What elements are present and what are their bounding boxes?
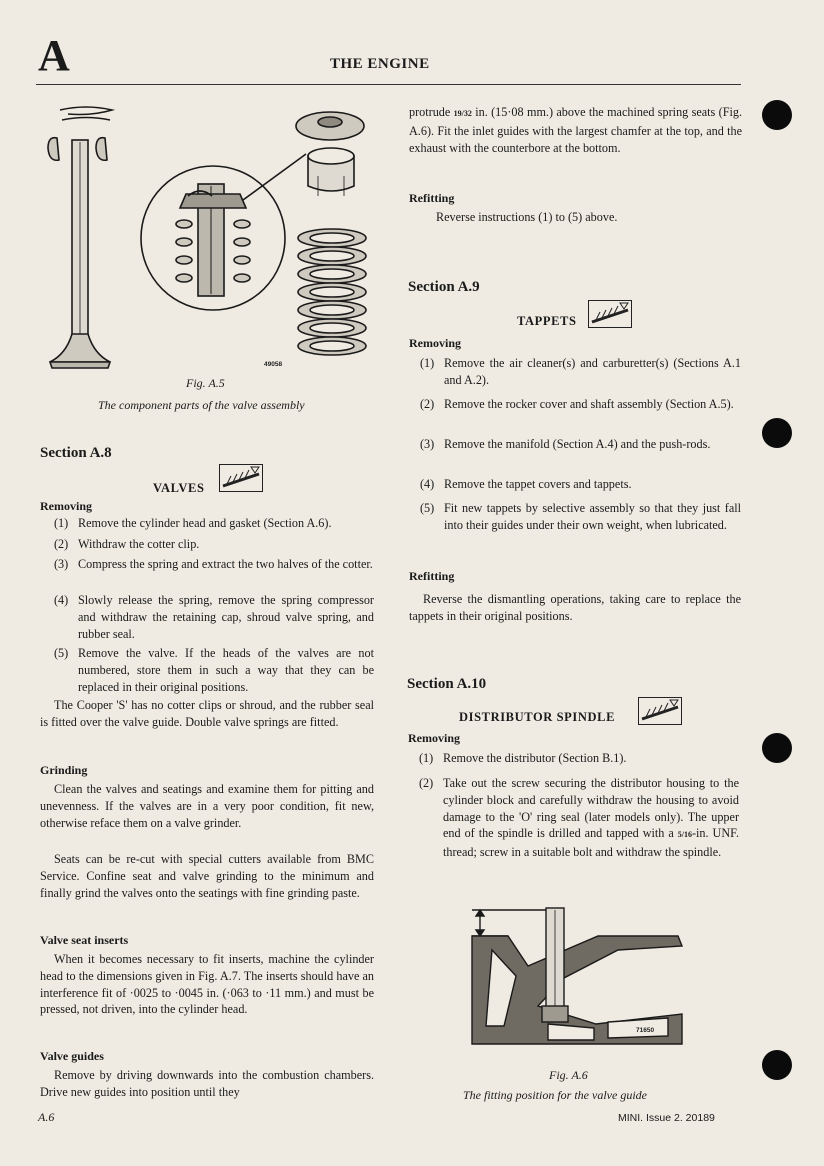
- section-a9-step: (3) Remove the manifold (Section A.4) and the push-rods.: [420, 437, 711, 451]
- fig-a5-number: Fig. A.5: [186, 376, 225, 390]
- grinding-label: Grinding: [40, 763, 88, 777]
- page-number: A.6: [38, 1110, 55, 1124]
- binder-hole: [762, 100, 792, 130]
- valve-guides-continued: protrude 19/32 in. (15·08 mm.) above the machined spring seats (Fig. A.6). Fit the inlet guides with the largest chamfer at the top, and the exhaust with the counterbore at the bottom.: [409, 105, 743, 155]
- section-a8-cooper-note: The Cooper 'S' has no cotter clips or shroud, and the rubber seal is fitted over the valve guide. Double valve springs are fitted.: [40, 698, 374, 729]
- service-tool-icon: [219, 464, 263, 492]
- section-a9-title: TAPPETS: [517, 314, 577, 328]
- section-a8-step: (4) Slowly release the spring, remove the spring compressor and withdraw the retaining cap, shroud valve spring, and rubber seal.: [54, 593, 374, 641]
- service-tool-icon: [588, 300, 632, 328]
- section-a9-step: (5) Fit new tappets by selective assembly so that they just fall into their guides under their own weight, when lubricated.: [420, 501, 741, 532]
- section-a8-step: (5) Remove the valve. If the heads of the valves are not numbered, store them in such a way that they can be replaced in their original positions.: [54, 646, 374, 694]
- fig-a6-caption: The fitting position for the valve guide: [463, 1088, 647, 1102]
- section-a8-step: (1) Remove the cylinder head and gasket (Section A.6).: [54, 516, 332, 530]
- section-a8-step: (2) Withdraw the cotter clip.: [54, 537, 200, 551]
- service-tool-icon: [638, 697, 682, 725]
- publication-info: MINI. Issue 2. 20189: [618, 1112, 715, 1124]
- section-a10-step: (1) Remove the distributor (Section B.1).: [419, 751, 627, 765]
- grinding-paragraph: Seats can be re-cut with special cutters available from BMC Service. Confine seat and valve grinding to the minimum and finally grind the valves onto the seatings with fine grinding paste.: [40, 852, 374, 900]
- refitting-text: Reverse instructions (1) to (5) above.: [436, 210, 618, 224]
- section-a9-removing-label: Removing: [409, 336, 461, 350]
- page-title: THE ENGINE: [330, 56, 430, 72]
- section-a9-step: (1) Remove the air cleaner(s) and carburetter(s) (Sections A.1 and A.2).: [420, 356, 741, 387]
- section-letter: A: [38, 31, 70, 80]
- section-a8-heading: Section A.8: [40, 445, 112, 461]
- grinding-paragraph: Clean the valves and seatings and examine them for pitting and unevenness. If the valves are in a very poor condition, fit new, otherwise reface them on a valve grinder.: [40, 782, 374, 830]
- figure-ref: 71650: [636, 1027, 655, 1034]
- section-a9-heading: Section A.9: [408, 279, 480, 295]
- section-a9-refitting-text: Reverse the dismantling operations, taking care to replace the tappets in their original positions.: [409, 592, 741, 623]
- section-a9-step: (2) Remove the rocker cover and shaft assembly (Section A.5).: [420, 397, 734, 411]
- refitting-label: Refitting: [409, 191, 455, 205]
- figure-ref: 49058: [264, 361, 283, 368]
- fig-a5-caption: The component parts of the valve assembly: [98, 398, 305, 412]
- section-a8-removing-label: Removing: [40, 499, 92, 513]
- valve-guides-label: Valve guides: [40, 1049, 104, 1063]
- section-a8-step: (3) Compress the spring and extract the two halves of the cotter.: [54, 557, 373, 571]
- binder-hole: [762, 418, 792, 448]
- binder-hole: [762, 733, 792, 763]
- valve-assembly-illustration: [38, 96, 378, 374]
- valve-seat-inserts-label: Valve seat inserts: [40, 933, 129, 947]
- valve-seat-inserts-paragraph: When it becomes necessary to fit inserts, machine the cylinder head to the dimensions given in Fig. A.7. The inserts should have an interference fit of ·0025 to ·0045 in. (·063 to ·11 mm.) and must be pressed, not driven, into the cylinder head.: [40, 952, 374, 1017]
- header-rule: [36, 84, 741, 85]
- valve-guide-fitting-illustration: [468, 906, 688, 1058]
- section-a10-heading: Section A.10: [407, 676, 487, 692]
- section-a10-title: DISTRIBUTOR SPINDLE: [459, 710, 616, 724]
- section-a9-step: (4) Remove the tappet covers and tappets.: [420, 477, 632, 491]
- binder-hole: [762, 1050, 792, 1080]
- section-a8-title: VALVES: [153, 481, 205, 495]
- section-a9-refitting-label: Refitting: [409, 569, 455, 583]
- section-a10-step: (2) Take out the screw securing the distributor housing to the cylinder block and carefully withdraw the housing to avoid damage to the 'O' ring seal (later models only). The upper end of the spindle is drilled and tapped with a 5/16-in. UNF. thread; screw in a suitable bolt and withdraw the spindle.: [419, 776, 739, 860]
- section-a10-removing-label: Removing: [408, 731, 460, 745]
- fig-a6-number: Fig. A.6: [549, 1068, 588, 1082]
- valve-guides-paragraph: Remove by driving downwards into the combustion chambers. Drive new guides into position until they: [40, 1068, 374, 1099]
